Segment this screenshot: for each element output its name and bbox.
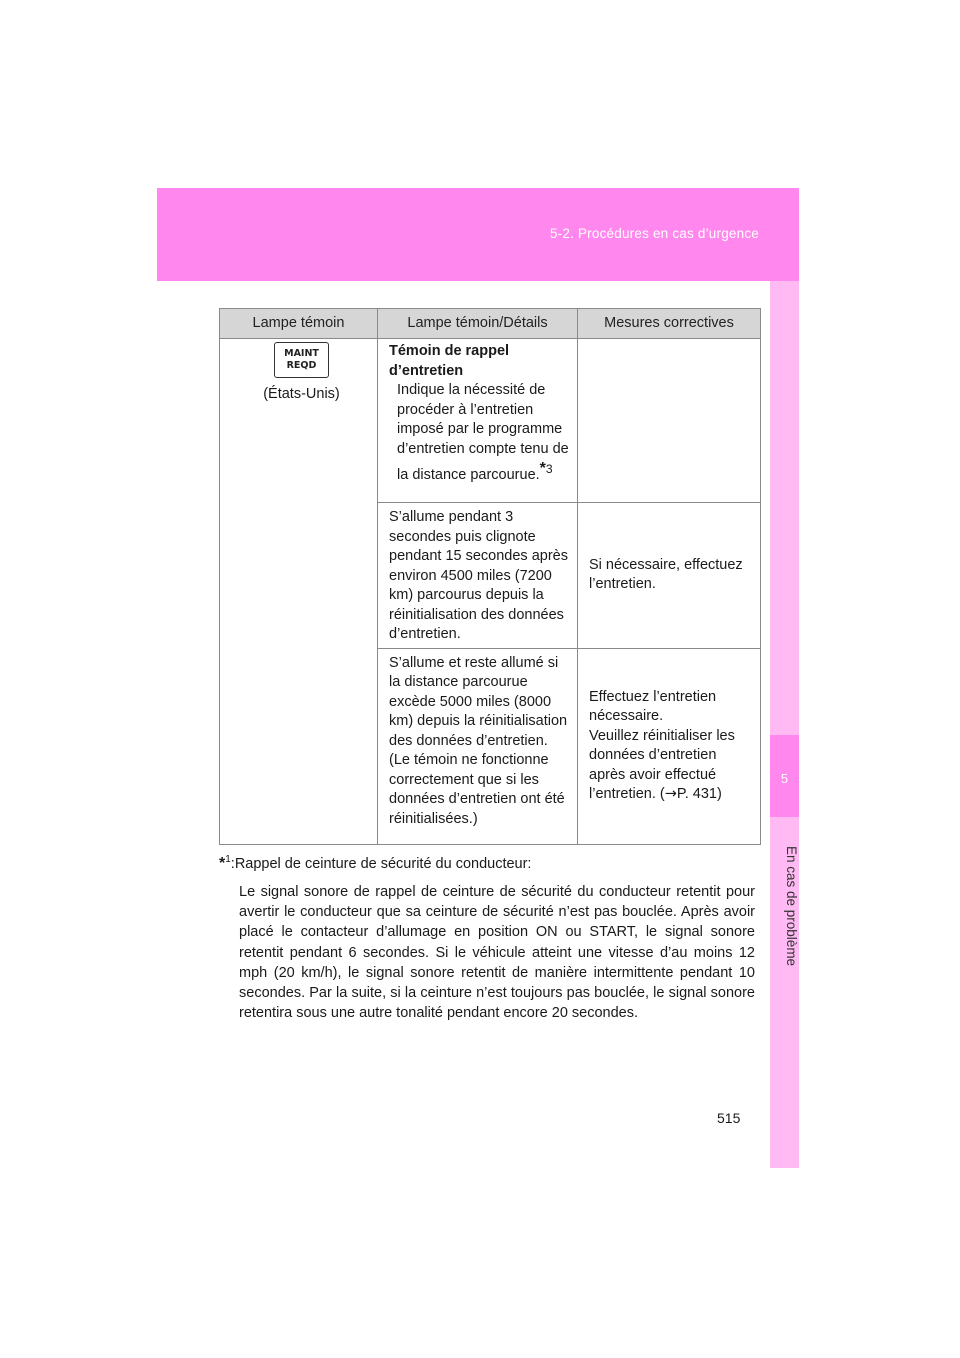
action-cell: Si nécessaire, effectuez l’entretien. bbox=[578, 503, 761, 649]
footnote-number: 1 bbox=[225, 854, 231, 865]
column-header: Lampe témoin/Détails bbox=[378, 309, 578, 339]
section-header-band bbox=[157, 188, 799, 281]
chapter-tab bbox=[770, 735, 799, 817]
chapter-label: En cas de problème bbox=[784, 845, 799, 967]
row-description: Indique la nécessité de procéder à l’entretien imposé par le programme d’entretien compte tenu de la distance parcourue.$^{*3}$ bbox=[397, 382, 569, 483]
details-cell: S’allume et reste allumé si la distance parcourue excède 5000 miles (8000 km) depuis la réinitialisation des données d’entretien. (Le témoin ne fonctionne correctement que si les données d’entretien ont été réinitialisées.) bbox=[378, 648, 578, 844]
action-cell: Effectuez l’entretien nécessaire. Veuillez réinitialiser les données d’entretien après avoir effectué l’entretien. (→P. 431) bbox=[578, 648, 761, 844]
row-title: Témoin de rappel d’entretien bbox=[389, 343, 510, 379]
icon-line: MAINT bbox=[284, 348, 319, 359]
table-header-row bbox=[220, 309, 761, 339]
details-cell bbox=[378, 339, 578, 503]
page-reference[interactable]: P. 431) bbox=[676, 786, 722, 802]
footnote-body: Le signal sonore de rappel de ceinture de sécurité du conducteur retentit pour avertir le conducteur que sa ceinture de sécurité n’est pas bouclée. Après avoir placé le contacteur d’allumage en position ON ou START, le signal sonore retentit pendant 6 secondes. Si le véhicule atteint une vitesse d’au moins 12 mph (20 km/h), le signal sonore retentit de manière intermittente pendant 10 secondes. Par la suite, si la ceinture n’est toujours pas bouclée, le signal sonore retentira sous une autre tonalité pendant encore 20 secondes. bbox=[239, 884, 755, 1022]
indicator-cell bbox=[220, 339, 378, 845]
warning-light-table bbox=[219, 308, 761, 845]
table-row bbox=[220, 339, 761, 503]
page-number: 515 bbox=[717, 1110, 741, 1126]
chapter-number: 5 bbox=[780, 771, 789, 786]
chapter-side-strip bbox=[770, 281, 799, 1168]
region-label: (États-Unis) bbox=[263, 386, 340, 402]
details-cell: S’allume pendant 3 secondes puis clignote pendant 15 secondes après environ 4500 miles (7200 km) parcourus depuis la réinitialisation des données d’entretien. bbox=[378, 503, 578, 649]
action-cell bbox=[578, 339, 761, 503]
icon-line: REQD bbox=[286, 360, 317, 371]
footnote-ref: 3 bbox=[545, 462, 553, 476]
column-header: Mesures correctives bbox=[578, 309, 761, 339]
arrow-right-icon: → bbox=[664, 786, 677, 802]
column-header: Lampe témoin bbox=[220, 309, 378, 339]
maint-reqd-icon bbox=[274, 342, 329, 378]
footnote-label: :Rappel de ceinture de sécurité du conducteur: bbox=[230, 855, 532, 872]
section-title: 5-2. Procédures en cas d’urgence bbox=[549, 226, 759, 241]
footnote-heading: *$^1$:Rappel de ceinture de sécurité du conducteur: bbox=[219, 854, 532, 872]
